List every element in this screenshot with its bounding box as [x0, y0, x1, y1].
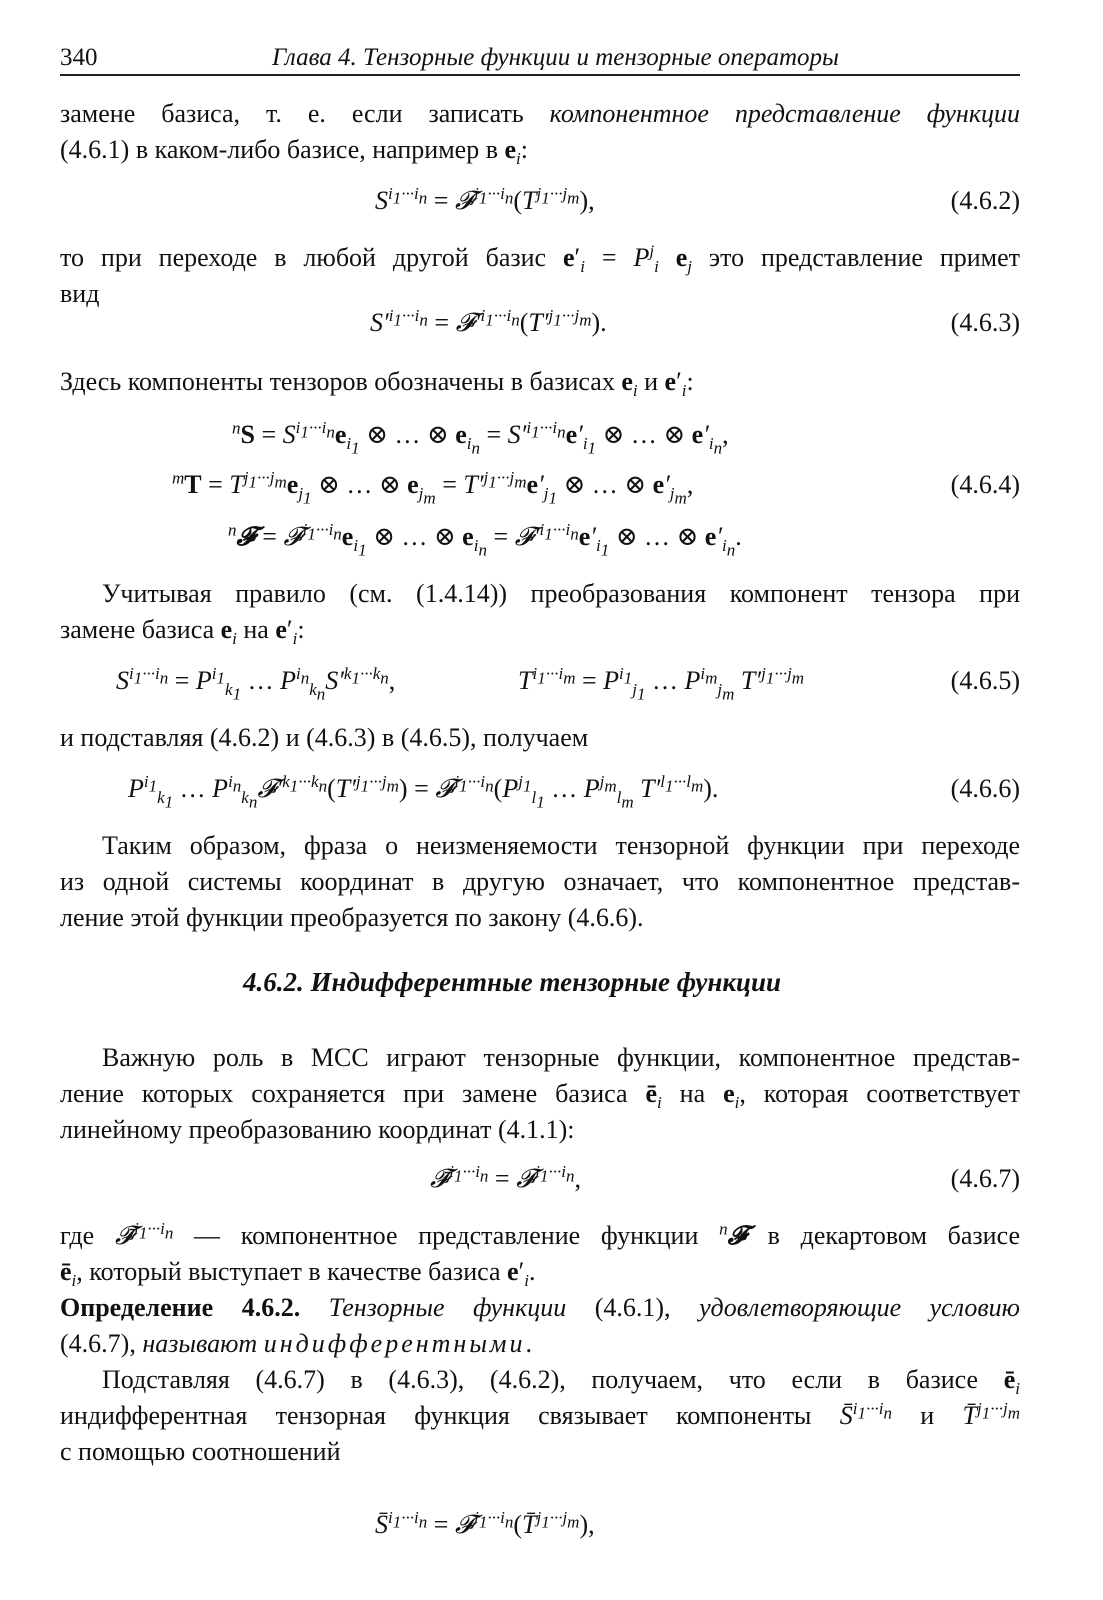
- text-line: Подставляя (4.6.7) в (4.6.3), (4.6.2), получаем, что если в базисе $ē_i$: [102, 1365, 1020, 1399]
- equation-number: (4.6.3): [950, 308, 1020, 337]
- equation: $S'^{i_1\cdot\cdot\cdot i_n}$ = $𝓕'^{i_1\cdot\cdot\cdot i_n}(T'^{j_1\cdot\cdot\cdot j_m})$.: [370, 306, 607, 337]
- text-line: и подставляя (4.6.2) и (4.6.3) в (4.6.5), получаем: [60, 723, 589, 752]
- equation-number: (4.6.4): [950, 470, 1020, 499]
- equation: $P^{i_1}_{k_1}$ … $P^{i_n}_{k_n}𝓕'^{k_1\cdot\cdot\cdot k_n}(T'^{j_1\cdot\cdot\cdot j_m})$ = $𝓕^{i_1\cdot\cdot\cdot i_n}(P^{j_1}_{l_1}$ … $P^{j_m}_{l_m}$ $T'^{l_1\cdot\cdot\cdot l_m}$).: [128, 772, 719, 812]
- definition-line: (4.6.7), называют индифферентными.: [60, 1329, 533, 1358]
- text-line: где 𝓕̄$^{i_1\cdot\cdot\cdot i_n}$ — компонентное представление функции $^n$𝓕 в декартовом базисе: [60, 1219, 1020, 1250]
- definition-line: Определение 4.6.2. Тензорные функции (4.6.1), удовлетворяющие условию: [60, 1293, 1020, 1322]
- text-line: замене базиса, т. е. если записать компонентное представление функции: [60, 99, 1020, 128]
- text-line: (4.6.1) в каком-либо базисе, например в $e_i$:: [60, 135, 528, 169]
- equation-number: (4.6.2): [950, 186, 1020, 215]
- equation: $S^{i_1\cdot\cdot\cdot i_n} = P^{i_1}_{k_1}$ … $P^{i_n}_{k_n}S'^{k_1\cdot\cdot\cdot k_n}$,: [116, 664, 396, 704]
- equation: $^n$𝓕 = $𝓕^{i_1\cdot\cdot\cdot i_n}e_{i_1}$ ⊗ … ⊗ $e_{i_n}$ = $𝓕'^{i_1\cdot\cdot\cdot i_n}e'_{i_1}$ ⊗ … ⊗ $e'_{i_n}$.: [228, 520, 742, 560]
- equation-number: (4.6.5): [950, 666, 1020, 695]
- text-line: индифферентная тензорная функция связывает компоненты S̄$^{i_1\cdot\cdot\cdot i_n}$ и T̄$^{j_1\cdot\cdot\cdot j_m}$: [60, 1399, 1020, 1430]
- page-number: 340: [60, 44, 98, 71]
- equation-number: (4.6.6): [950, 774, 1020, 803]
- equation-number: (4.6.7): [950, 1164, 1020, 1193]
- text-line: Важную роль в МСС играют тензорные функции, компонентное представ-: [102, 1043, 1020, 1072]
- text-line: Таким образом, фраза о неизменяемости тензорной функции при переходе: [102, 831, 1020, 860]
- equation: S̄$^{i_1\cdot\cdot\cdot i_n}$ = 𝓕$^{i_1\cdot\cdot\cdot i_n}$(T̄$^{j_1\cdot\cdot\cdot j_m}$),: [375, 1508, 595, 1539]
- text-line: вид: [60, 279, 100, 308]
- header-rule: [60, 74, 1020, 76]
- text-line: из одной системы координат в другую означает, что компонентное представ-: [60, 867, 1020, 896]
- equation: 𝓕̄$^{i_1\cdot\cdot\cdot i_n}$ = 𝓕$^{i_1\cdot\cdot\cdot i_n}$,: [430, 1162, 582, 1193]
- equation: $^nS = S^{i_1\cdot\cdot\cdot i_n}e_{i_1}$ ⊗ … ⊗ $e_{i_n} = S'^{i_1\cdot\cdot\cdot i_n}e'_{i_1}$ ⊗ … ⊗ $e'_{i_n}$,: [232, 418, 729, 458]
- section-heading: 4.6.2. Индифферентные тензорные функции: [243, 967, 782, 997]
- text-line: с помощью соотношений: [60, 1437, 341, 1466]
- text-line: ление этой функции преобразуется по закону (4.6.6).: [60, 903, 644, 932]
- equation: $^mT = T^{j_1\cdot\cdot\cdot j_m}e_{j_1}$ ⊗ … ⊗ $e_{j_m} = T'^{j_1\cdot\cdot\cdot j_m}e'_{j_1}$ ⊗ … ⊗ $e'_{j_m}$,: [172, 468, 694, 508]
- text-line: то при переходе в любой другой базис $e'_i = P^j_i$ $e_j$ это представление примет: [60, 241, 1020, 277]
- equation: $T^{i_1\cdot\cdot\cdot i_m} = P^{i_1}_{j_1}$ … $P^{i_m}_{j_m}$ $T'^{j_1\cdot\cdot\cdot j_m}$: [518, 664, 805, 704]
- text-line: замене базиса $e_i$ на $e'_i$:: [60, 615, 305, 649]
- equation: $S^{i_1\cdot\cdot\cdot i_n}$ = $𝓕^{i_1\cdot\cdot\cdot i_n}(T^{j_1\cdot\cdot\cdot j_m})$,: [375, 184, 595, 215]
- text-line: ление которых сохраняется при замене базиса $ē_i$ на $e_i$, которая соответствует: [60, 1079, 1020, 1113]
- text-line: линейному преобразованию координат (4.1.1):: [60, 1115, 575, 1144]
- running-title: Глава 4. Тензорные функции и тензорные операторы: [272, 44, 839, 71]
- text-line: $ē_i$, который выступает в качестве базиса $e'_i$.: [60, 1257, 536, 1291]
- text-line: Учитывая правило (см. (1.4.14)) преобразования компонент тензора при: [102, 579, 1020, 608]
- text-line: Здесь компоненты тензоров обозначены в базисах $e_i$ и $e'_i$:: [60, 367, 694, 401]
